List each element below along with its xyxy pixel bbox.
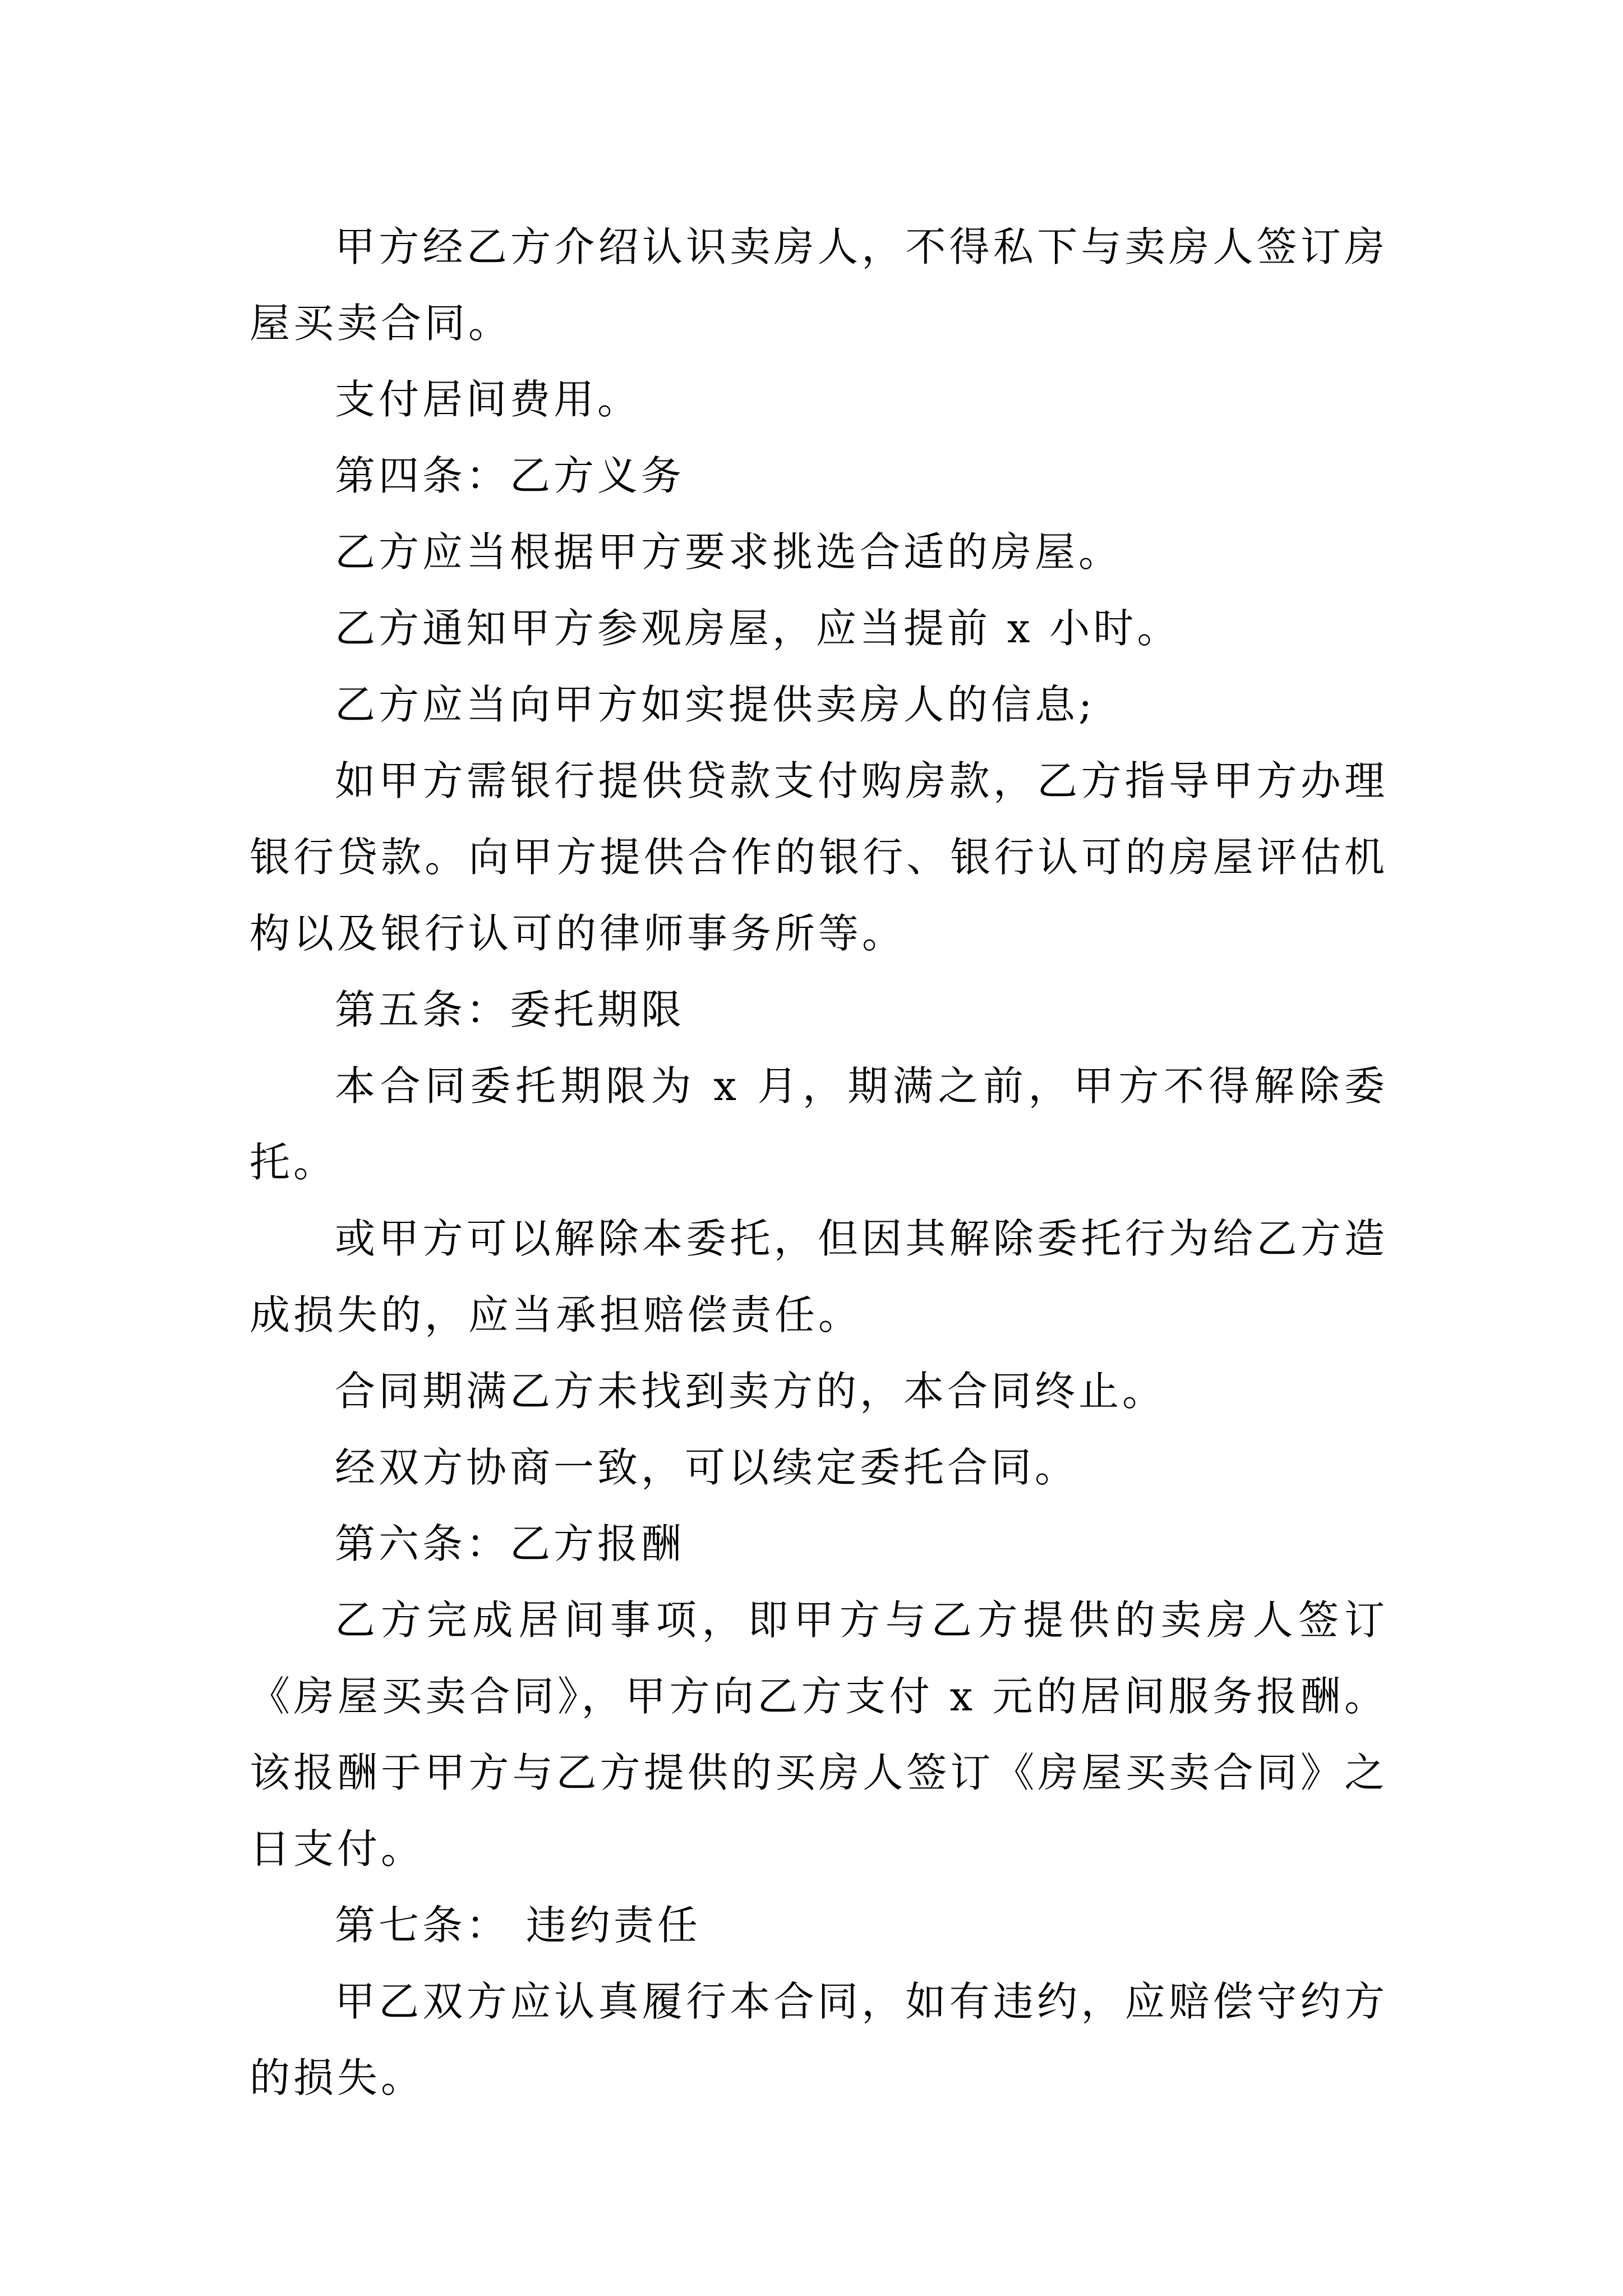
paragraph-pay-fee: 支付居间费用。: [335, 376, 642, 423]
paragraph-breach: 甲乙双方应认真履行本合同，如有违约，应赔偿守约方的损失。: [250, 1978, 1388, 2101]
paragraph-term: 本合同委托期限为 x 月，期满之前，甲方不得解除委托。: [250, 1062, 1388, 1186]
paragraph-remuneration: 乙方完成居间事项，即甲方与乙方提供的卖房人签订《房屋买卖合同》，甲方向乙方支付 x 元的居间服务报酬。该报酬于甲方与乙方提供的买房人签订《房屋买卖合同》之日支付。: [250, 1596, 1388, 1872]
section-heading-article-5: 第五条：委托期限: [335, 986, 685, 1033]
paragraph-termination: 或甲方可以解除本委托，但因其解除委托行为给乙方造成损失的，应当承担赔偿责任。: [250, 1215, 1388, 1338]
paragraph-renewal: 经双方协商一致，可以续定委托合同。: [335, 1444, 1079, 1491]
section-heading-article-4: 第四条：乙方义务: [335, 452, 685, 499]
section-heading-article-7: 第七条： 违约责任: [335, 1902, 701, 1949]
paragraph-seller-info: 乙方应当向甲方如实提供卖房人的信息;: [335, 681, 1096, 728]
section-heading-article-6: 第六条：乙方报酬: [335, 1520, 685, 1567]
paragraph-expiry: 合同期满乙方未找到卖方的，本合同终止。: [335, 1368, 1166, 1415]
paragraph-bank-loan: 如甲方需银行提供贷款支付购房款，乙方指导甲方办理银行贷款。向甲方提供合作的银行、银行认可的房屋评估机构以及银行认可的律师事务所等。: [250, 757, 1388, 957]
paragraph-no-private-contract: 甲方经乙方介绍认识卖房人，不得私下与卖房人签订房屋买卖合同。: [250, 223, 1388, 347]
paragraph-notify-visit: 乙方通知甲方参观房屋，应当提前 x 小时。: [335, 605, 1181, 652]
document-body: [250, 209, 1388, 2116]
paragraph-select-house: 乙方应当根据甲方要求挑选合适的房屋。: [335, 528, 1123, 576]
